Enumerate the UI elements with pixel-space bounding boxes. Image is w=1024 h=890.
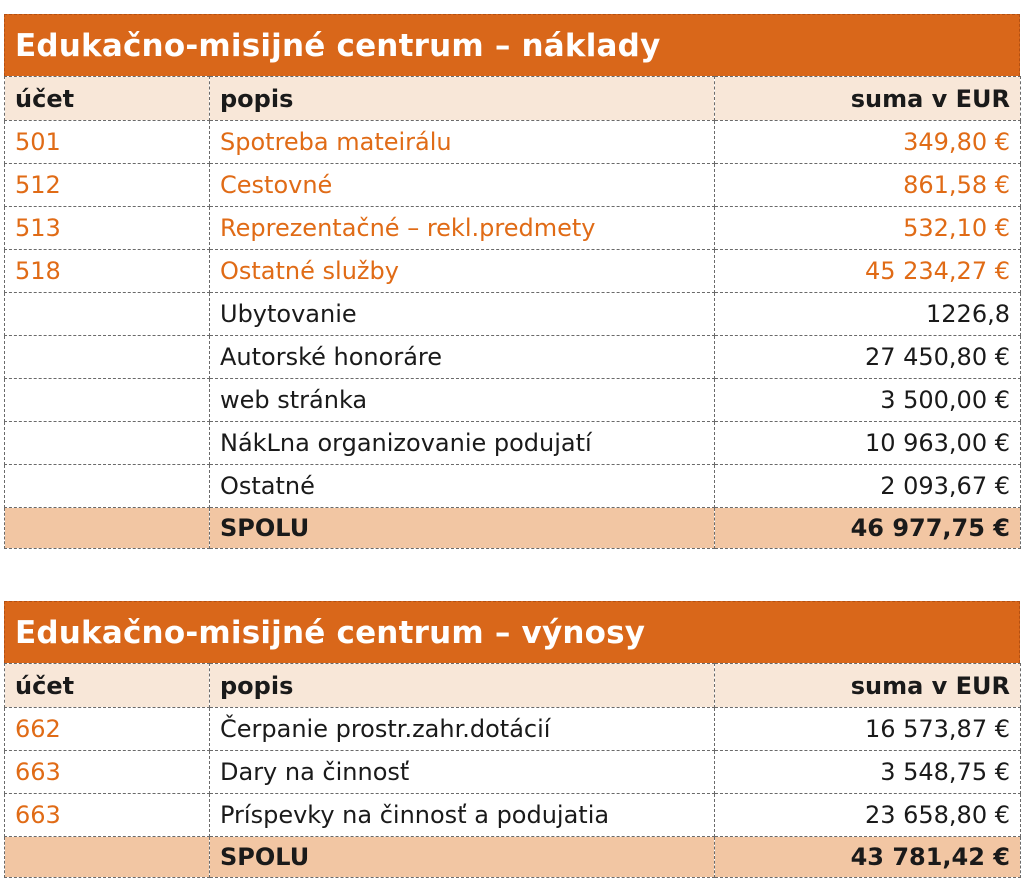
table-row [5,751,1021,794]
table-row [5,336,1021,379]
table-row [5,379,1021,422]
cell-account [5,379,210,422]
table-row [5,164,1021,207]
header-amount: suma v EUR [715,664,1021,708]
header-description: popis [210,664,715,708]
table-row [5,794,1021,837]
table-row [5,207,1021,250]
cell-description: Príspevky na činnosť a podujatia [210,794,715,837]
income-table [4,663,1021,878]
table-row [5,250,1021,293]
cell-description: Čerpanie prostr.zahr.dotácií [210,708,715,751]
cell-account [5,837,210,878]
cell-amount: 3 500,00 € [715,379,1021,422]
cell-account: 663 [5,794,210,837]
header-account: účet [5,77,210,121]
cell-account: 662 [5,708,210,751]
header-amount: suma v EUR [715,77,1021,121]
income-title-bar [4,601,1020,663]
cell-description: Spotreba mateirálu [210,121,715,164]
costs-section [4,14,1020,549]
costs-table [4,76,1021,549]
cell-account: 513 [5,207,210,250]
cell-description: NákLna organizovanie podujatí [210,422,715,465]
cell-account [5,508,210,549]
cell-account: 663 [5,751,210,794]
income-header-row [5,664,1021,708]
cell-amount: 3 548,75 € [715,751,1021,794]
cell-description: Ostatné [210,465,715,508]
costs-total-row [5,508,1021,549]
cell-account: 518 [5,250,210,293]
table-row [5,422,1021,465]
cell-amount: 16 573,87 € [715,708,1021,751]
cell-amount: 1226,8 [715,293,1021,336]
cell-description: web stránka [210,379,715,422]
cell-account [5,465,210,508]
total-amount: 43 781,42 € [715,837,1021,878]
header-description: popis [210,77,715,121]
costs-title: Edukačno-misijné centrum – náklady [15,27,661,64]
cell-description: Dary na činnosť [210,751,715,794]
cell-amount: 349,80 € [715,121,1021,164]
cell-description: Ubytovanie [210,293,715,336]
cell-amount: 10 963,00 € [715,422,1021,465]
table-row [5,465,1021,508]
cell-amount: 45 234,27 € [715,250,1021,293]
cell-account: 512 [5,164,210,207]
header-account: účet [5,664,210,708]
cell-description: Autorské honoráre [210,336,715,379]
table-row [5,293,1021,336]
costs-title-bar [4,14,1020,76]
cell-account [5,293,210,336]
total-label: SPOLU [210,508,715,549]
costs-header-row [5,77,1021,121]
cell-amount: 2 093,67 € [715,465,1021,508]
cell-account [5,336,210,379]
cell-amount: 27 450,80 € [715,336,1021,379]
cell-description: Cestovné [210,164,715,207]
income-total-row [5,837,1021,878]
cell-amount: 532,10 € [715,207,1021,250]
cell-description: Reprezentačné – rekl.predmety [210,207,715,250]
cell-amount: 861,58 € [715,164,1021,207]
income-title: Edukačno-misijné centrum – výnosy [15,614,646,651]
total-amount: 46 977,75 € [715,508,1021,549]
cell-account [5,422,210,465]
cell-description: Ostatné služby [210,250,715,293]
income-section [4,601,1020,878]
table-row [5,121,1021,164]
cell-amount: 23 658,80 € [715,794,1021,837]
total-label: SPOLU [210,837,715,878]
cell-account: 501 [5,121,210,164]
table-row [5,708,1021,751]
